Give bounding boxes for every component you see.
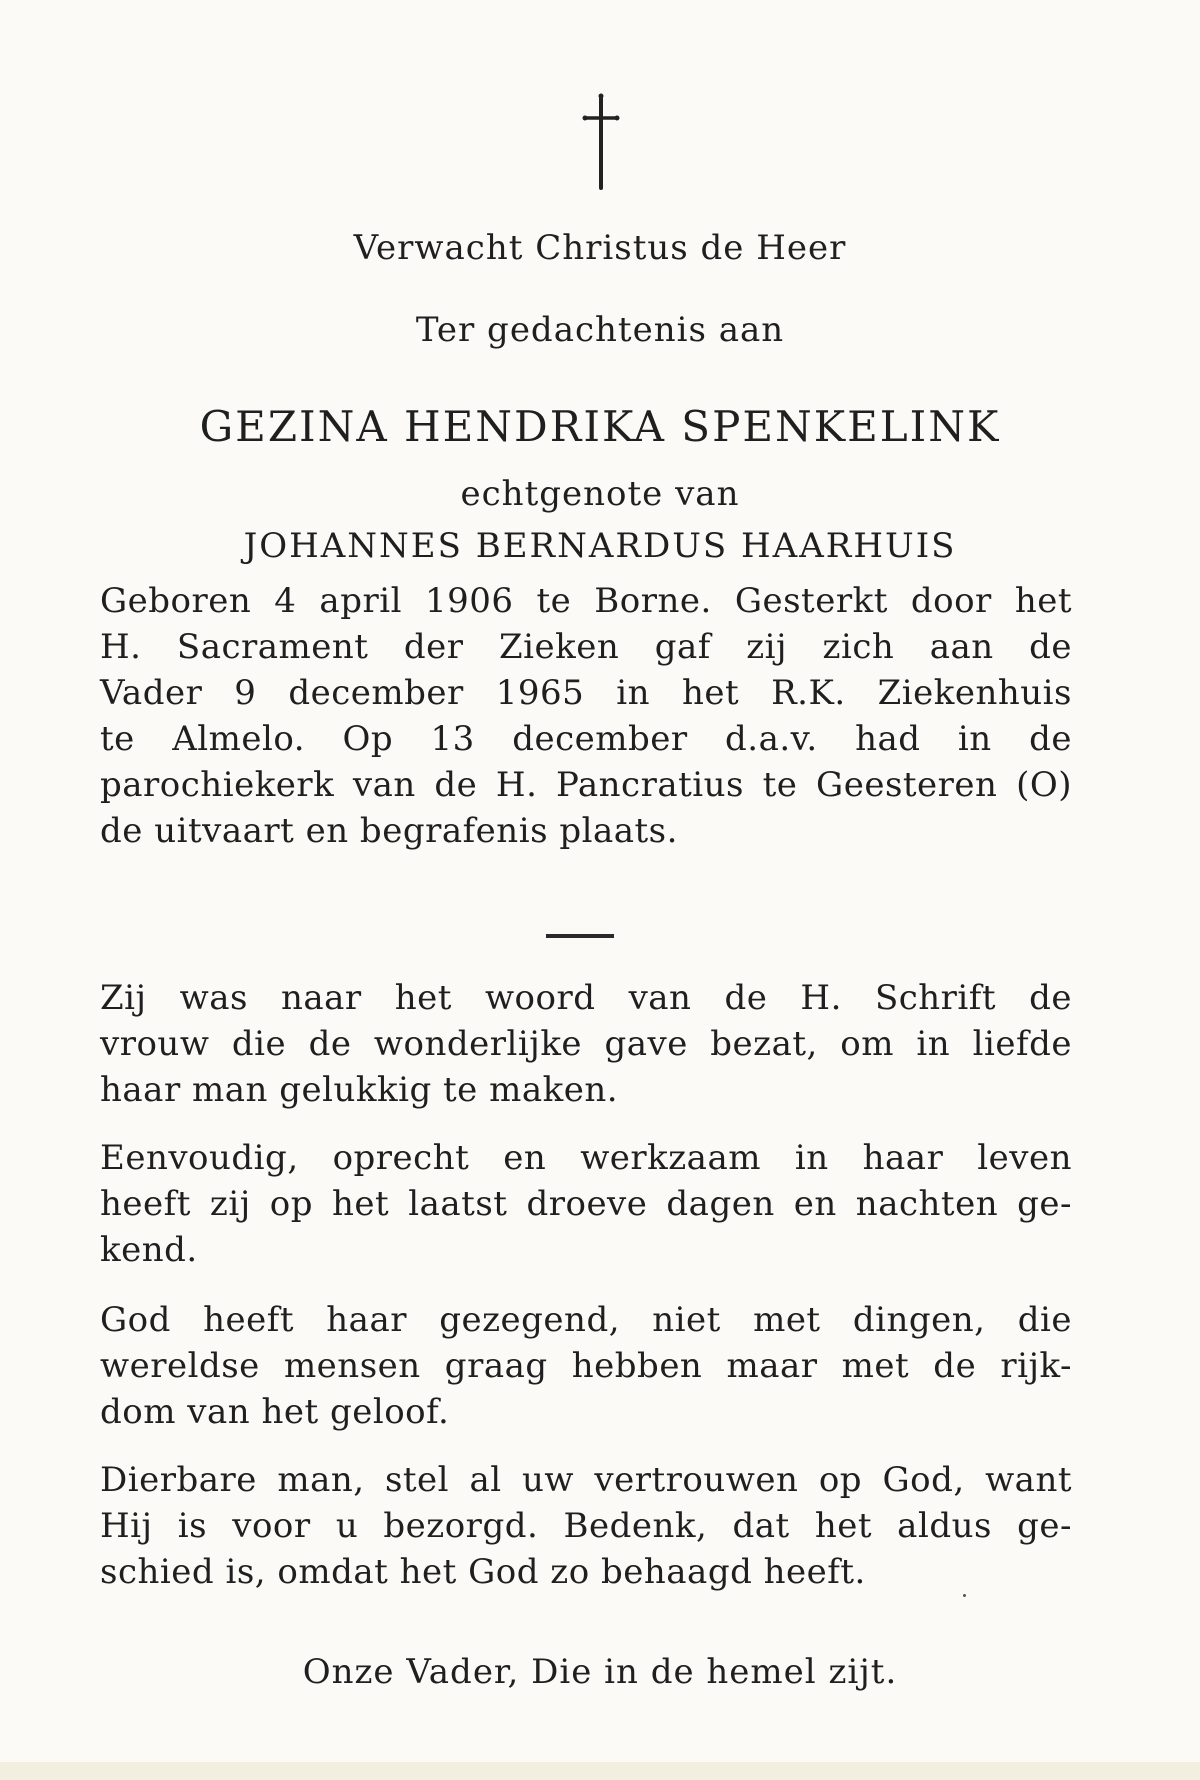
section-divider <box>546 934 614 938</box>
tribute-paragraph-1 <box>100 975 1072 1113</box>
relation-text: echtgenote van <box>460 474 740 514</box>
tribute-paragraph-3 <box>100 1297 1072 1435</box>
header-remembrance: Ter gedachtenis aan <box>415 310 785 350</box>
cross-icon <box>581 92 621 192</box>
tribute-paragraph-2 <box>100 1135 1072 1273</box>
header-motto: Verwacht Christus de Heer <box>353 228 847 268</box>
tribute-line: schied is, omdat het God zo behaagd heeft. <box>100 1552 866 1592</box>
tribute-line: wereldse mensen graag hebben maar met de rijk- <box>100 1346 1072 1386</box>
biography-line: de uitvaart en begrafenis plaats. <box>100 811 678 851</box>
biography-line: H. Sacrament der Zieken gaf zij zich aan de <box>100 627 1072 667</box>
print-speck <box>963 1594 966 1597</box>
tribute-line: heeft zij op het laatst droeve dagen en nachten ge- <box>100 1184 1072 1224</box>
deceased-name: GEZINA HENDRIKA SPENKELINK <box>199 402 1001 451</box>
closing-prayer: Onze Vader, Die in de hemel zijt. <box>302 1652 898 1692</box>
biography-line: Vader 9 december 1965 in het R.K. Ziekenhuis <box>100 673 1072 713</box>
tribute-line: kend. <box>100 1230 198 1270</box>
biography-paragraph <box>100 578 1072 854</box>
tribute-line: Eenvoudig, oprecht en werkzaam in haar leven <box>100 1138 1072 1178</box>
biography-line: parochiekerk van de H. Pancratius te Geesteren (O) <box>100 765 1072 805</box>
spouse-name: JOHANNES BERNARDUS HAARHUIS <box>243 526 957 566</box>
tribute-line: haar man gelukkig te maken. <box>100 1070 619 1110</box>
biography-line: te Almelo. Op 13 december d.a.v. had in de <box>100 719 1072 759</box>
tribute-paragraph-4 <box>100 1457 1072 1595</box>
tribute-line: God heeft haar gezegend, niet met dingen, die <box>100 1300 1072 1340</box>
biography-line: Geboren 4 april 1906 te Borne. Gesterkt door het <box>100 581 1072 621</box>
tribute-line: Dierbare man, stel al uw vertrouwen op God, want <box>100 1460 1072 1500</box>
tribute-line: Hij is voor u bezorgd. Bedenk, dat het aldus ge- <box>100 1506 1072 1546</box>
card-edge <box>0 1762 1200 1780</box>
tribute-line: Zij was naar het woord van de H. Schrift de <box>100 978 1072 1018</box>
tribute-line: dom van het geloof. <box>100 1392 450 1432</box>
tribute-line: vrouw die de wonderlijke gave bezat, om in liefde <box>100 1024 1072 1064</box>
